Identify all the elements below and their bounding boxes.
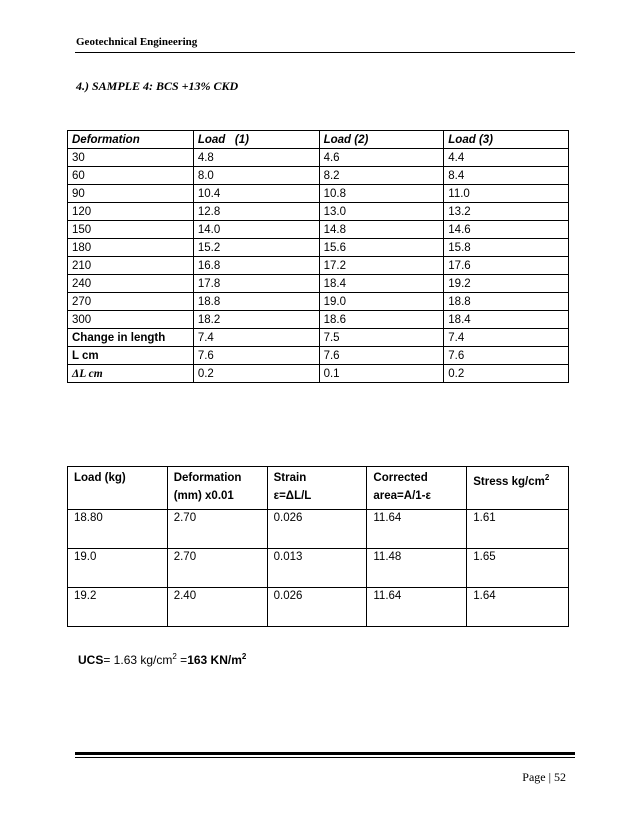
table-cell: 18.6 [319, 311, 444, 329]
column-header: Corrected area=A/1-ε [367, 467, 467, 510]
table-cell: 2.40 [167, 588, 267, 627]
column-header: Load (2) [319, 131, 444, 149]
load-deformation-table [67, 130, 569, 383]
table-cell: 0.013 [267, 549, 367, 588]
table-row [68, 203, 569, 221]
table-cell: 19.0 [319, 293, 444, 311]
ucs-result: UCS= 1.63 $kg/cm^2 =163$ $KN/m^2$ [78, 652, 247, 667]
row-label-cell: 30 [68, 149, 194, 167]
table-cell: 7.4 [193, 329, 319, 347]
table-cell: 15.8 [444, 239, 569, 257]
table-cell: 18.4 [319, 275, 444, 293]
table-row [68, 365, 569, 383]
table-cell: 2.70 [167, 510, 267, 549]
table-row [68, 549, 569, 588]
table-cell: 4.4 [444, 149, 569, 167]
table-cell: 1.61 [467, 510, 569, 549]
table-header-row [68, 467, 569, 510]
table-cell: 18.8 [444, 293, 569, 311]
table-cell: 11.64 [367, 588, 467, 627]
table-row [68, 293, 569, 311]
table-row [68, 239, 569, 257]
table-cell: 0.026 [267, 588, 367, 627]
table-cell: 11.64 [367, 510, 467, 549]
table-row [68, 329, 569, 347]
column-header: Deformation (mm) x0.01 [167, 467, 267, 510]
table-cell: 18.4 [444, 311, 569, 329]
column-header: Load (3) [444, 131, 569, 149]
table-row [68, 257, 569, 275]
table-cell: 13.0 [319, 203, 444, 221]
table-cell: 13.2 [444, 203, 569, 221]
table-row [68, 510, 569, 549]
row-label-cell: 210 [68, 257, 194, 275]
ucs-value: 163 $KN/m^2$ [187, 652, 247, 667]
table-cell: 18.8 [193, 293, 319, 311]
table-cell: 14.6 [444, 221, 569, 239]
row-label-cell: 150 [68, 221, 194, 239]
table-cell: 7.6 [444, 347, 569, 365]
table-cell: 0.2 [193, 365, 319, 383]
table-row [68, 167, 569, 185]
table-row [68, 221, 569, 239]
table-cell: 17.6 [444, 257, 569, 275]
table-cell: 10.8 [319, 185, 444, 203]
table-cell: 15.6 [319, 239, 444, 257]
table-cell: 7.6 [193, 347, 319, 365]
table-cell: 8.2 [319, 167, 444, 185]
row-label-cell: 180 [68, 239, 194, 257]
footer-rule [75, 752, 575, 755]
table-cell: 15.2 [193, 239, 319, 257]
row-label-cell: L cm [68, 347, 194, 365]
column-header: Load (kg) [68, 467, 168, 510]
row-label-cell: Change in length [68, 329, 194, 347]
column-header: Deformation [68, 131, 194, 149]
table-cell: 2.70 [167, 549, 267, 588]
table-cell: 0.2 [444, 365, 569, 383]
table-cell: 1.64 [467, 588, 569, 627]
ucs-label: UCS [78, 653, 104, 667]
header-rule [75, 52, 575, 53]
table-cell: 12.8 [193, 203, 319, 221]
row-label-cell: 300 [68, 311, 194, 329]
table-cell: 14.0 [193, 221, 319, 239]
table-cell: 7.6 [319, 347, 444, 365]
table-cell: 17.2 [319, 257, 444, 275]
column-header: Load (1) [193, 131, 319, 149]
table-cell: 11.48 [367, 549, 467, 588]
stress-strain-table [67, 466, 569, 627]
row-label-cell: 90 [68, 185, 194, 203]
table-cell: 11.0 [444, 185, 569, 203]
table-cell: 18.80 [68, 510, 168, 549]
table-cell: 19.2 [68, 588, 168, 627]
table-cell: 14.8 [319, 221, 444, 239]
table-cell: 8.4 [444, 167, 569, 185]
column-header: Stress $kg/cm^2$ [467, 467, 569, 510]
row-label-cell: 120 [68, 203, 194, 221]
table-cell: 0.1 [319, 365, 444, 383]
row-label-cell: 240 [68, 275, 194, 293]
table-cell: 10.4 [193, 185, 319, 203]
table-cell: 0.026 [267, 510, 367, 549]
footer-rule-thin [75, 757, 575, 758]
table-cell: 1.65 [467, 549, 569, 588]
column-header: Strain ε=ΔL/L [267, 467, 367, 510]
table-row [68, 311, 569, 329]
page-number: Page | 52 [522, 770, 566, 784]
table-cell: 7.5 [319, 329, 444, 347]
table-cell: 19.0 [68, 549, 168, 588]
table-row [68, 275, 569, 293]
document-header-title: Geotechnical Engineering [76, 36, 198, 48]
table-row [68, 149, 569, 167]
table-cell: 17.8 [193, 275, 319, 293]
section-heading: 4.) SAMPLE 4: BCS +13% CKD [76, 79, 239, 93]
table-row [68, 588, 569, 627]
table-cell: 4.6 [319, 149, 444, 167]
table-cell: 18.2 [193, 311, 319, 329]
table-cell: 7.4 [444, 329, 569, 347]
table-cell: 19.2 [444, 275, 569, 293]
row-label-cell: 270 [68, 293, 194, 311]
table-cell: 16.8 [193, 257, 319, 275]
table-cell: 4.8 [193, 149, 319, 167]
table-row [68, 185, 569, 203]
table-cell: 8.0 [193, 167, 319, 185]
row-label-cell: ΔL cm [68, 365, 194, 383]
table-header-row [68, 131, 569, 149]
row-label-cell: 60 [68, 167, 194, 185]
table-row [68, 347, 569, 365]
